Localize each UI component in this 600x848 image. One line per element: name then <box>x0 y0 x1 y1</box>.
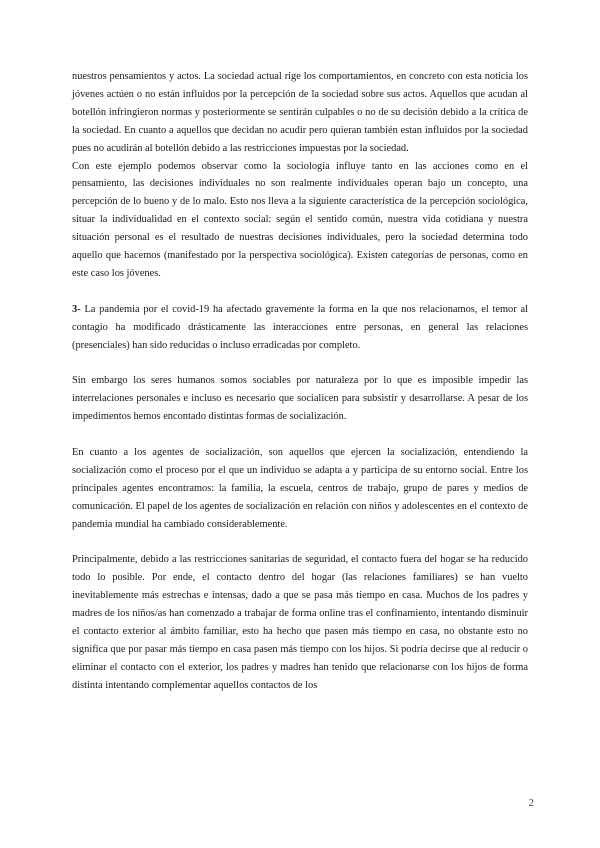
paragraph-2: Con este ejemplo podemos observar como la sociología influye tanto en las acciones como en el pensamiento, las decisiones individuales no son realmente individuales operan bajo un concepto, una percepción de lo bueno y de lo malo. Esto nos lleva a la siguiente característica de la percepción sociológica, situar la individualidad en el contexto social: según el sentido común, nuestra vida cotidiana y nuestra situación personal es el resultado de nuestras decisiones individuales, pero la sociedad determina todo aquello que hacemos (manifestado por la perspectiva sociológica). Existen categorías de personas, como en este caso los jóvenes. <box>72 160 528 279</box>
paragraph-1: nuestros pensamientos y actos. La sociedad actual rige los comportamientos, en concreto con esta noticia los jóvenes actúen o no están influidos por la percepción de la sociedad sobre sus actos. Aquellos que acudan al botellón infringieron normas y posteriormente se sentirán culpables o no de su decisión debido a la crítica de la sociedad. En cuanto a aquellos que decidan no acudir pero quieran también estan influidos por la sociedad pues no acudirán al botellón debido a las restricciones impuestas por la sociedad. <box>72 71 528 154</box>
page-number: 2 <box>528 797 534 809</box>
body-text <box>72 68 528 695</box>
paragraph-6: Principalmente, debido a las restricciones sanitarias de seguridad, el contacto fuera del hogar se ha reducido todo lo posible. Por ende, el contacto dentro del hogar (las relaciones familiares) se han vuelto inevitablemente más estrechas e intensas, dado a que se pasa más tiempo en casa. Muchos de los padres y madres de los niños/as han comenzado a trabajar de forma online tras el confinamiento, intentando disminuir el contacto exterior al ámbito familiar, esto ha hecho que pasen más tiempo en casa, no obstante esto no significa que por pasar más tiempo en casa pasen más tiempo con los hijos. Si podría decirse que al reducir o eliminar el contacto con el exterior, los padres y madres han tenido que relacionarse con los hijos de forma distinta intentando complementar aquellos contactos de los <box>72 554 528 691</box>
paragraph-5: En cuanto a los agentes de socialización, son aquellos que ejercen la socialización, entendiendo la socialización como el proceso por el que un individuo se adapta a y participa de su entorno social. Entre los principales agentes encontramos: la familia, la escuela, centros de trabajo, grupo de pares y medios de comunicación. El papel de los agentes de socialización en relación con niños y adolescentes en el contexto de pandemia mundial ha cambiado considerablemente. <box>72 446 528 530</box>
paragraph-3-text: La pandemia por el covid-19 ha afectado gravemente la forma en la que nos relacionamos, el temor al contagio ha modificado drásticamente las interacciones entre personas, en general las relaciones (presenciales) han sido reducidas o incluso erradicadas por completo. <box>72 303 528 351</box>
section-number: 3- <box>72 303 81 315</box>
paragraph-3 <box>72 301 528 355</box>
paragraph-4: Sin embargo los seres humanos somos sociables por naturaleza por lo que es imposible impedir las interrelaciones personales e incluso es necesario que socialicen para subsistir y desarrollarse. A pesar de los impedimentos hemos encontado distintas formas de socialización. <box>72 375 528 423</box>
